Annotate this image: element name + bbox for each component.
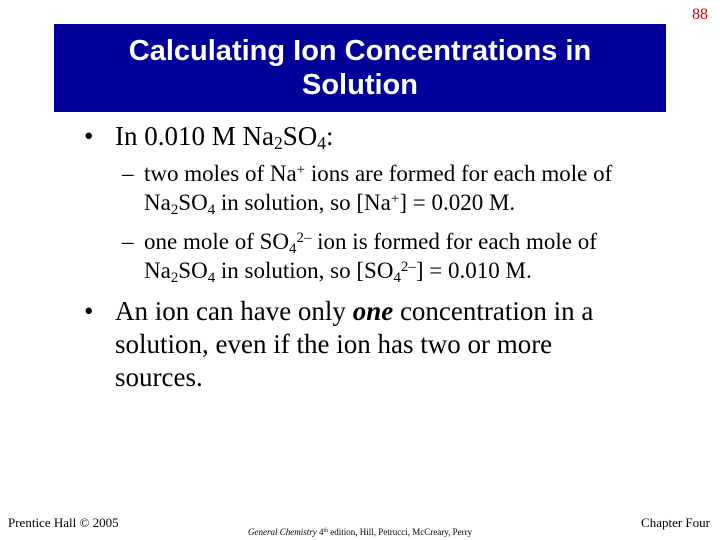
dash-marker: – bbox=[122, 161, 134, 186]
page-number: 88 bbox=[692, 6, 708, 23]
footer-publisher: Prentice Hall © 2005 bbox=[8, 515, 119, 530]
bullet-text: In 0.010 M $Na_2SO_4$: bbox=[115, 121, 334, 154]
sub-item-2 bbox=[80, 227, 640, 285]
footer-chapter: Chapter Four bbox=[641, 515, 710, 530]
bullet-item-1 bbox=[80, 120, 640, 153]
bullet-marker: • bbox=[84, 296, 94, 326]
slide-content bbox=[80, 120, 640, 408]
sub-item-1 bbox=[80, 159, 640, 217]
sub-item-text: one mole of $SO_4^{2-}$ ion is formed for each mole of $Na_2SO_4$ in solution, so $[SO_4^{2-}] = 0.010$ M. bbox=[144, 229, 597, 286]
bullet-item-2 bbox=[80, 295, 640, 394]
footer-book-citation: General Chemistry 4th edition, Hill, Petrucci, McCreary, Perry bbox=[248, 527, 473, 537]
emphasis-one: one bbox=[352, 296, 394, 326]
bullet-marker: • bbox=[84, 121, 94, 151]
bullet-text: An ion can have only one concentration in a solution, even if the ion has two or more sources. bbox=[115, 296, 594, 392]
sub-item-text: two moles of Na+ ions are formed for each mole of $Na_2SO_4$ in solution, so [Na+] = 0.020 M. bbox=[144, 161, 613, 218]
sub-list bbox=[80, 159, 640, 285]
dash-marker: – bbox=[122, 229, 134, 254]
slide-title: Calculating Ion Concentrations in Solution bbox=[128, 35, 592, 101]
slide-title-bar bbox=[54, 24, 666, 112]
